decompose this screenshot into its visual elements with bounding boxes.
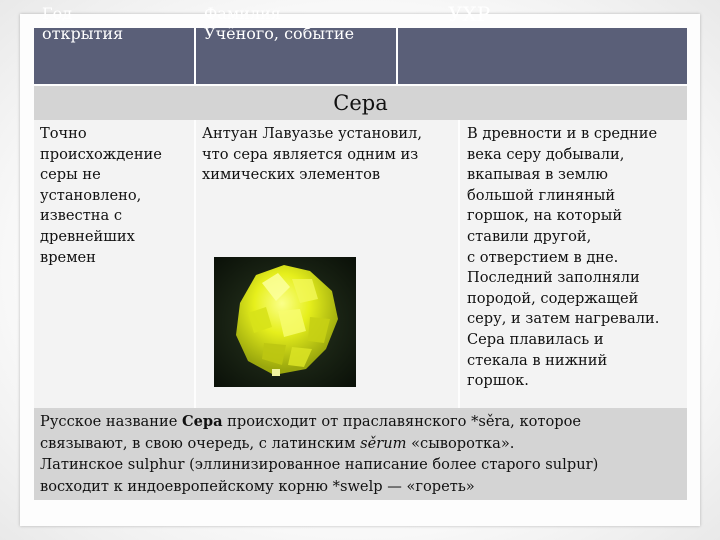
footer-text: происходит от праславянского *sěra, которое [222,413,581,430]
footer-line-2 [40,433,681,455]
cell-year-text: Точно происхождение серы не установлено, известна с древнейших времен [40,125,162,266]
cell-scientist-text: Антуан Лавуазье установил, что сера является одним из химических элементов [202,125,422,184]
cell-uhr-text: В древности и в средние века серу добывали, вкапывая в землю большой глиняный горшок, на который ставили другой, с отверстием в дне. Последний заполняли породой, содержащей серу, и затем нагревали. Сера плавилась и стекала в нижний горшок. [467,125,660,390]
section-title: Сера [34,86,687,120]
footer-line-3: Латинское sulphur (эллинизированное написание более старого sulpur) [40,456,599,474]
footer-line-1 [40,411,681,433]
footer-text: Русское название [40,413,182,430]
header-year: Год открытия [42,4,124,43]
header-uhr: УХР [448,2,491,26]
sulfur-crystal-graphic [214,257,356,387]
header-divider [396,28,398,84]
footer-italic-term: sěrum [360,434,407,452]
header-scientist: Фамилия Учёного, событие [204,4,355,43]
footer-text: связывают, в свою очередь, с латинским [40,434,361,452]
footer-note [34,408,687,500]
footer-text: «сыворотка». [406,434,515,452]
sulfur-crystal-image [214,257,356,387]
footer-line-4: восходит к индоевропейскому корню *swelp — «гореть» [40,477,475,495]
footer-bold-term: Сера [181,413,223,430]
